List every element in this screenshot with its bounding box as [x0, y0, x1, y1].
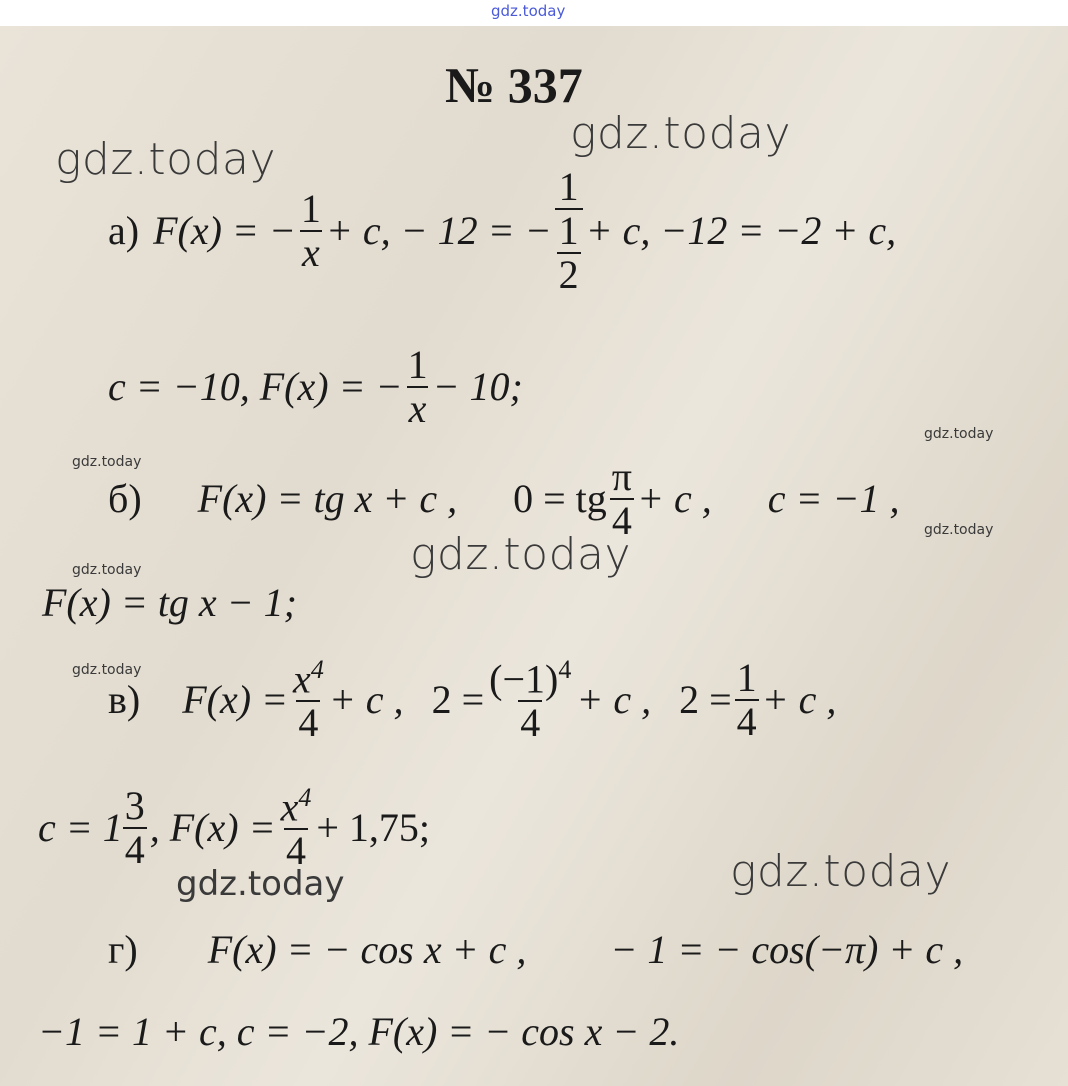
watermark: gdz.today	[72, 662, 142, 678]
part-a-expr-2: + c, − 12 = −	[325, 208, 552, 253]
fraction: $\frac{1}{x}$	[300, 186, 321, 275]
part-v-line-2: c = 1 $\frac{3}{4}$ , F(x) = $\frac{x^4}{4}$ + 1,75;	[38, 783, 431, 874]
problem-number: № 337	[445, 57, 583, 113]
part-g-label: г)	[108, 927, 138, 972]
fraction: $\frac{1}{x}$	[407, 342, 428, 431]
part-a-label: а)	[108, 208, 140, 253]
scanned-page	[0, 26, 1068, 1086]
part-v-label: в)	[108, 677, 141, 723]
watermark: gdz.today	[72, 562, 142, 578]
part-a-line-2: c = −10, F(x) = − $\frac{1}{x}$ − 10;	[108, 342, 523, 431]
fraction: $\frac{\pi}{4}$	[611, 454, 632, 543]
fraction: $\frac{x^4}{4}$	[280, 783, 312, 874]
watermark-top: gdz.today	[491, 2, 566, 20]
watermark: gdz.today	[72, 454, 142, 470]
part-a-expr-3: + c, −12 = −2 + c,	[585, 208, 897, 253]
part-a-line-1	[108, 166, 896, 296]
part-g-line-2: −1 = 1 + c, c = −2, F(x) = − cos x − 2.	[38, 1009, 680, 1054]
watermark: gdz.today	[924, 426, 994, 442]
fraction: $\frac{3}{4}$	[124, 783, 145, 873]
watermark: gdz.today	[570, 108, 792, 159]
fraction: $\frac{(-1)^4}{4}$	[489, 655, 572, 746]
watermark: gdz.today	[176, 864, 345, 904]
part-g-line-1: г) F(x) = − cos x + c , − 1 = − cos(−π) + c ,	[108, 927, 964, 972]
watermark: gdz.today	[730, 846, 952, 897]
watermark: gdz.today	[55, 134, 277, 185]
watermark: gdz.today	[410, 529, 632, 580]
watermark: gdz.today	[924, 522, 994, 538]
fraction: $\frac{1}{4}$	[736, 655, 757, 745]
complex-fraction: $\frac{1}{\frac{1}{2}}$	[555, 166, 583, 296]
part-b-line-2: F(x) = tg x − 1;	[42, 580, 297, 625]
part-b-line-1: б) F(x) = tg x + c , 0 = tg $\frac{\pi}{4}$ + c , c = −1 ,	[108, 454, 900, 543]
part-a-expr-1: F(x) = −	[153, 208, 296, 253]
part-v-line-1: в) F(x) = $\frac{x^4}{4}$ + c , 2 = $\frac{(-1)^4}{4}$ + c , 2 = $\frac{1}{4}$ + c ,	[108, 655, 837, 746]
fraction: $\frac{x^4}{4}$	[293, 655, 324, 746]
part-b-label: б)	[108, 476, 142, 521]
